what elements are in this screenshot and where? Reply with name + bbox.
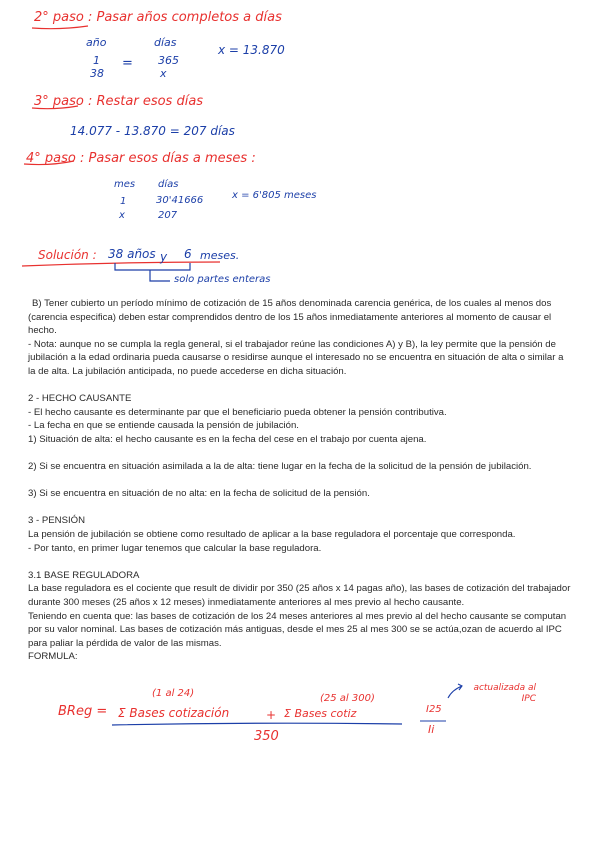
step2-underline	[32, 26, 88, 29]
section-2-line-5: 3) Si se encuentra en situación de no alta: en la fecha de solicitud de la pensión.	[28, 488, 370, 500]
formula-plus: +	[266, 708, 277, 722]
step2-r1-dias: 365	[158, 54, 179, 67]
step4-title: 4° paso : Pasar esos días a meses :	[26, 151, 256, 166]
step2-col-dias: días	[154, 36, 177, 49]
solution-note: solo partes enteras	[174, 274, 271, 285]
section-31-paragraph-1: La base reguladora es el cociente que result de dividir por 350 (25 años x 14 pagas año), las bases de cotización del trabajador durante 300 meses (25 años x 12 meses) inmediatamente anteriores al mes previo al hecho causante.	[28, 583, 571, 608]
section-2-line-1: - El hecho causante es determinante par que el beneficiario pueda obtener la pensión contributiva.	[28, 406, 447, 418]
section-2-line-3: 1) Situación de alta: el hecho causante es en la fecha del cese en el trabajo por cuenta ajena.	[28, 433, 427, 445]
formula-label: FORMULA:	[28, 651, 78, 663]
solution-months: 6	[184, 247, 192, 261]
typed-block-2	[28, 392, 573, 664]
step2-title: 2° paso : Pasar años completos a días	[34, 10, 282, 25]
step4-r1-mes: 1	[120, 196, 127, 207]
step3-calc: 14.077 - 13.870 = 207 días	[70, 124, 235, 138]
formula-sum2: Σ Bases cotiz	[284, 707, 357, 720]
step2-r1-anio: 1	[93, 54, 100, 67]
solution-months-word: meses.	[200, 249, 240, 262]
solution-years: 38 años	[108, 247, 156, 261]
solution-y: y	[160, 250, 168, 264]
step4-r2-mes: x	[119, 210, 125, 221]
formula-lhs: BReg =	[58, 704, 108, 719]
formula-sum1: Σ Bases cotización	[118, 706, 230, 720]
formula-sum1-range: (1 al 24)	[152, 688, 195, 699]
step4-r2-dias: 207	[158, 210, 178, 221]
section-31-title: 3.1 BASE REGULADORA	[28, 569, 140, 581]
paragraph-nota: - Nota: aunque no se cumpla la regla general, si el trabajador reúne las condiciones A) y B), la ley permite que la pensión de jubilación a la edad ordinaria pueda causarse o residirse aunque el interesado no se encuentra en situación de alta o similar a la de alta. La jubilación anticipada, no puede accederse en dicha situación.	[28, 338, 564, 377]
step4-result: x = 6'805 meses	[232, 190, 317, 201]
step3-title: 3° paso : Restar esos días	[34, 94, 204, 109]
step4-col-dias: días	[158, 179, 179, 190]
section-2-line-2: - La fecha en que se entiende causada la pensión de jubilación.	[28, 420, 299, 432]
section-31-paragraph-2: Teniendo en cuenta que: las bases de cotización de los 24 meses anteriores al mes previo al del hecho causante se computan por su valor nominal. Las bases de cotización más antiguas, desde el mes 25 al mes 300 se se actúa,ozan de acuerdo al IPC para paliar la pérdida de valor de las mismas.	[28, 610, 567, 649]
formula-ipc-arrow	[448, 684, 462, 698]
paragraph-carencia: B) Tener cubierto un período mínimo de cotización de 15 años denominada carencia genérica, de los cuales al menos dos (carencia especifica) deben estar comprendidos dentro de los 15 años inmediatamente anteriores al momento de causar el hecho.	[28, 298, 552, 337]
formula-denominator: 350	[254, 729, 279, 744]
formula-ipc-note: actualizada al IPC	[473, 683, 536, 704]
step4-r1-dias: 30'41666	[156, 195, 204, 206]
formula-sum2-range: (25 al 300)	[320, 693, 375, 704]
formula-ipc-top: I25	[426, 704, 442, 715]
formula-fraction-bar	[112, 723, 402, 725]
section-2-title: 2 - HECHO CAUSANTE	[28, 393, 132, 404]
step2-col-anio: año	[86, 36, 107, 49]
step2-equals: =	[122, 56, 133, 71]
section-3-line-1: La pensión de jubilación se obtiene como resultado de aplicar a la base reguladora el porcentaje que corresponda.	[28, 528, 516, 540]
section-3-line-2: - Por tanto, en primer lugar tenemos que calcular la base reguladora.	[28, 542, 322, 554]
section-3-title: 3 - PENSIÓN	[28, 515, 86, 527]
typed-block-1	[28, 297, 573, 379]
section-2-line-4: 2) Si se encuentra en situación asimilada a la de alta: tiene lugar en la fecha de la solicitud de la pensión de jubilación.	[28, 460, 532, 472]
step2-r2-anio: 38	[90, 67, 104, 80]
step4-col-mes: mes	[114, 179, 136, 190]
step2-result: x = 13.870	[218, 43, 285, 57]
step2-r2-dias: x	[160, 67, 167, 80]
formula-ipc-bottom: Ii	[428, 723, 435, 736]
solution-underline	[22, 262, 220, 266]
solution-label: Solución :	[38, 248, 97, 262]
